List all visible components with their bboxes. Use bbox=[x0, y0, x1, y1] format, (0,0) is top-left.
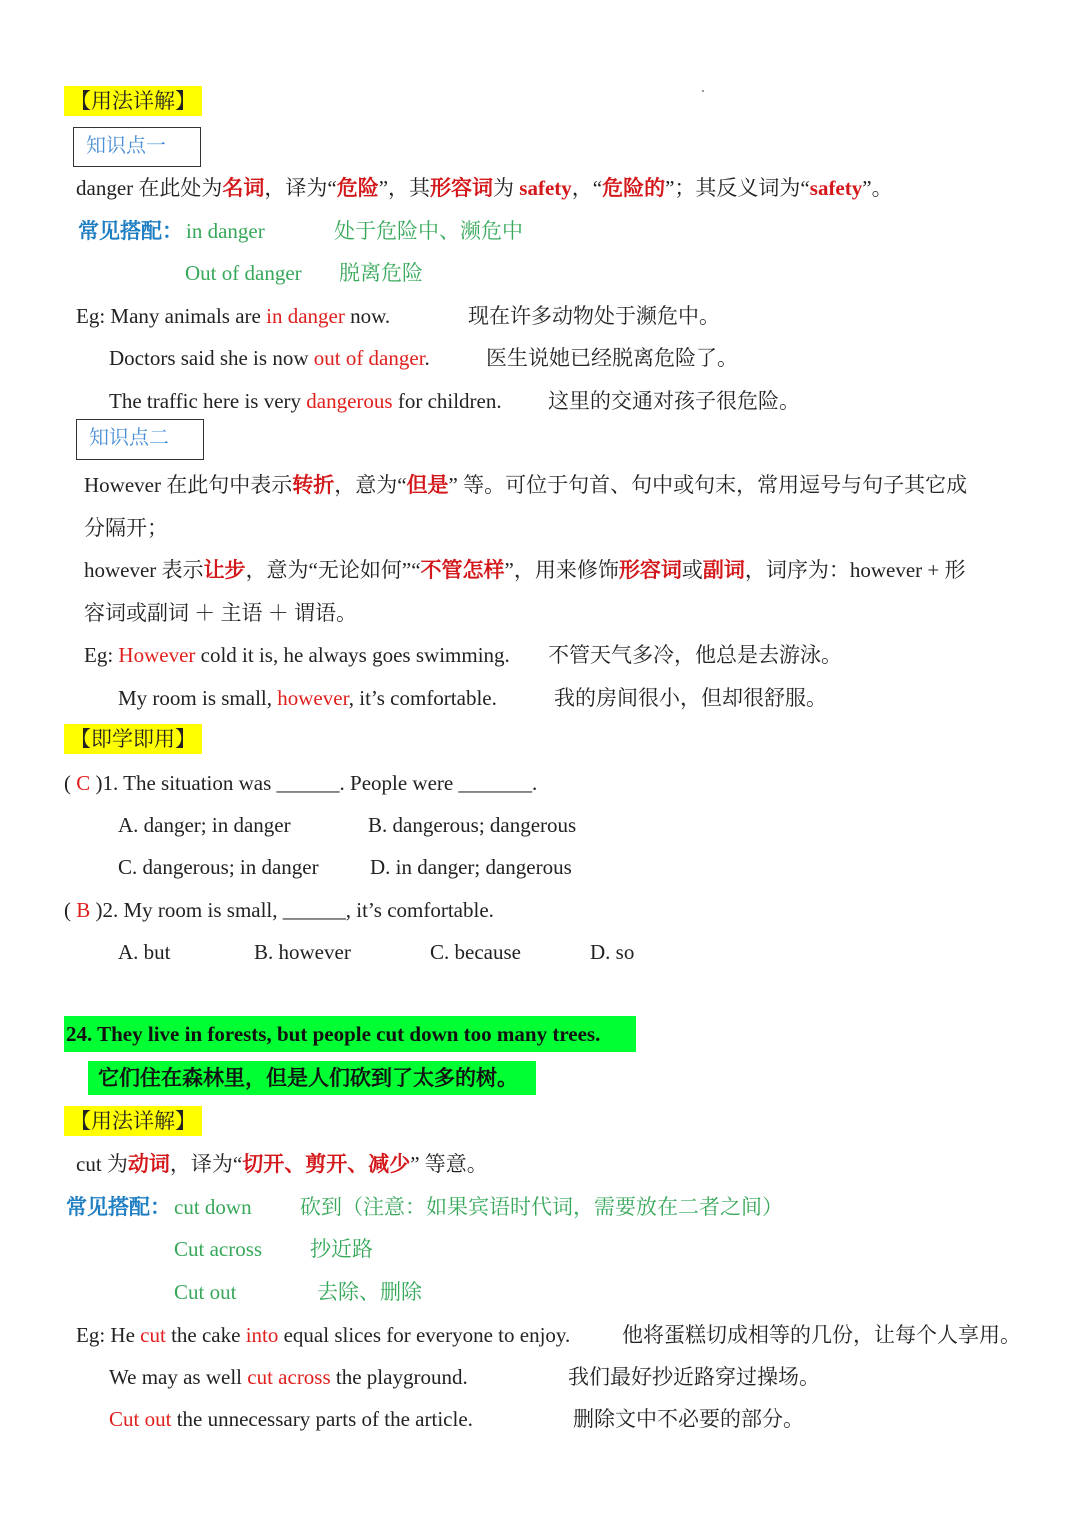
example-5-cn: 我的房间很小，但却很舒服。 bbox=[554, 686, 827, 710]
cut-example-1-cn: 他将蛋糕切成相等的几份，让每个人享用。 bbox=[622, 1323, 1021, 1347]
example-2-cn: 医生说她已经脱离危险了。 bbox=[486, 346, 738, 370]
q1-option-d: D. in danger; dangerous bbox=[370, 855, 572, 879]
however-explanation-2: however 表示让步，意为“无论如何”“不管怎样”，用来修饰形容词或副词，词序为：however + 形 bbox=[84, 558, 966, 582]
knowledge-point-1-box: 知识点一 bbox=[73, 127, 201, 167]
example-2: Doctors said she is now out of danger. bbox=[109, 346, 430, 370]
question-1-answer: C bbox=[76, 771, 91, 795]
example-3: The traffic here is very dangerous for children. bbox=[109, 389, 502, 413]
however-explanation-1-cont: 分隔开； bbox=[84, 516, 168, 540]
sentence-24-translation: 它们住在森林里，但是人们砍到了太多的树。 bbox=[88, 1061, 536, 1095]
question-2-answer: B bbox=[76, 898, 91, 922]
example-4: Eg: However cold it is, he always goes swimming. bbox=[84, 643, 510, 667]
cut-collocation-en-1: cut down bbox=[174, 1195, 252, 1219]
example-4-cn: 不管天气多冷，他总是去游泳。 bbox=[548, 643, 842, 667]
collocation-label: 常见搭配： bbox=[78, 219, 183, 243]
usage-heading: 【用法详解】 bbox=[64, 87, 202, 115]
question-2: ( B )2. My room is small, ______, it’s comfortable. bbox=[64, 898, 494, 922]
cut-collocation-cn-1: 砍到（注意：如果宾语时代词，需要放在二者之间） bbox=[300, 1195, 783, 1219]
cut-collocation-en-2: Cut across bbox=[174, 1237, 263, 1261]
cut-definition: cut 为动词，译为“切开、剪开、减少” 等意。 bbox=[76, 1152, 488, 1176]
example-3-cn: 这里的交通对孩子很危险。 bbox=[548, 389, 800, 413]
q2-option-a: A. but bbox=[118, 940, 171, 964]
stray-dot bbox=[702, 90, 704, 92]
knowledge-point-2-box: 知识点二 bbox=[76, 419, 204, 460]
sentence-24-title: 24. They live in forests, but people cut down too many trees. bbox=[64, 1016, 636, 1052]
q1-option-c: C. dangerous; in danger bbox=[118, 855, 319, 879]
q1-option-b: B. dangerous; dangerous bbox=[368, 813, 577, 837]
cut-example-3: Cut out the unnecessary parts of the article. bbox=[109, 1407, 473, 1431]
however-explanation-1: However 在此句中表示转折，意为“但是” 等。可位于句首、句中或句末，常用逗号与句子其它成 bbox=[84, 473, 968, 497]
q2-option-b: B. however bbox=[254, 940, 351, 964]
question-1: ( C )1. The situation was ______. People were _______. bbox=[64, 771, 538, 795]
collocation-label-2: 常见搭配： bbox=[66, 1195, 171, 1219]
q2-option-d: D. so bbox=[590, 940, 635, 964]
example-1: Eg: Many animals are in danger now. bbox=[76, 304, 391, 328]
example-1-cn: 现在许多动物处于濒危中。 bbox=[468, 304, 720, 328]
cut-collocation-en-3: Cut out bbox=[174, 1280, 237, 1304]
usage-heading-2: 【用法详解】 bbox=[64, 1107, 202, 1135]
cut-example-2: We may as well cut across the playground. bbox=[109, 1365, 468, 1389]
collocation-en-2: Out of danger bbox=[185, 261, 302, 285]
practice-heading: 【即学即用】 bbox=[64, 725, 202, 753]
cut-collocation-cn-3: 去除、删除 bbox=[317, 1280, 422, 1304]
however-explanation-2-cont: 容词或副词 ＋ 主语 ＋ 谓语。 bbox=[84, 601, 357, 625]
q2-option-c: C. because bbox=[430, 940, 521, 964]
collocation-cn-2: 脱离危险 bbox=[339, 261, 423, 285]
cut-example-2-cn: 我们最好抄近路穿过操场。 bbox=[568, 1365, 820, 1389]
collocation-en-1: in danger bbox=[186, 219, 265, 243]
q1-option-a: A. danger; in danger bbox=[118, 813, 291, 837]
cut-example-3-cn: 删除文中不必要的部分。 bbox=[573, 1407, 804, 1431]
cut-collocation-cn-2: 抄近路 bbox=[310, 1237, 373, 1261]
danger-definition: danger 在此处为名词，译为“危险”，其形容词为 safety，“危险的”；其反义词为“safety”。 bbox=[76, 176, 893, 200]
cut-example-1: Eg: He cut the cake into equal slices for everyone to enjoy. bbox=[76, 1323, 571, 1347]
example-5: My room is small, however, it’s comfortable. bbox=[118, 686, 497, 710]
collocation-cn-1: 处于危险中、濒危中 bbox=[334, 219, 523, 243]
